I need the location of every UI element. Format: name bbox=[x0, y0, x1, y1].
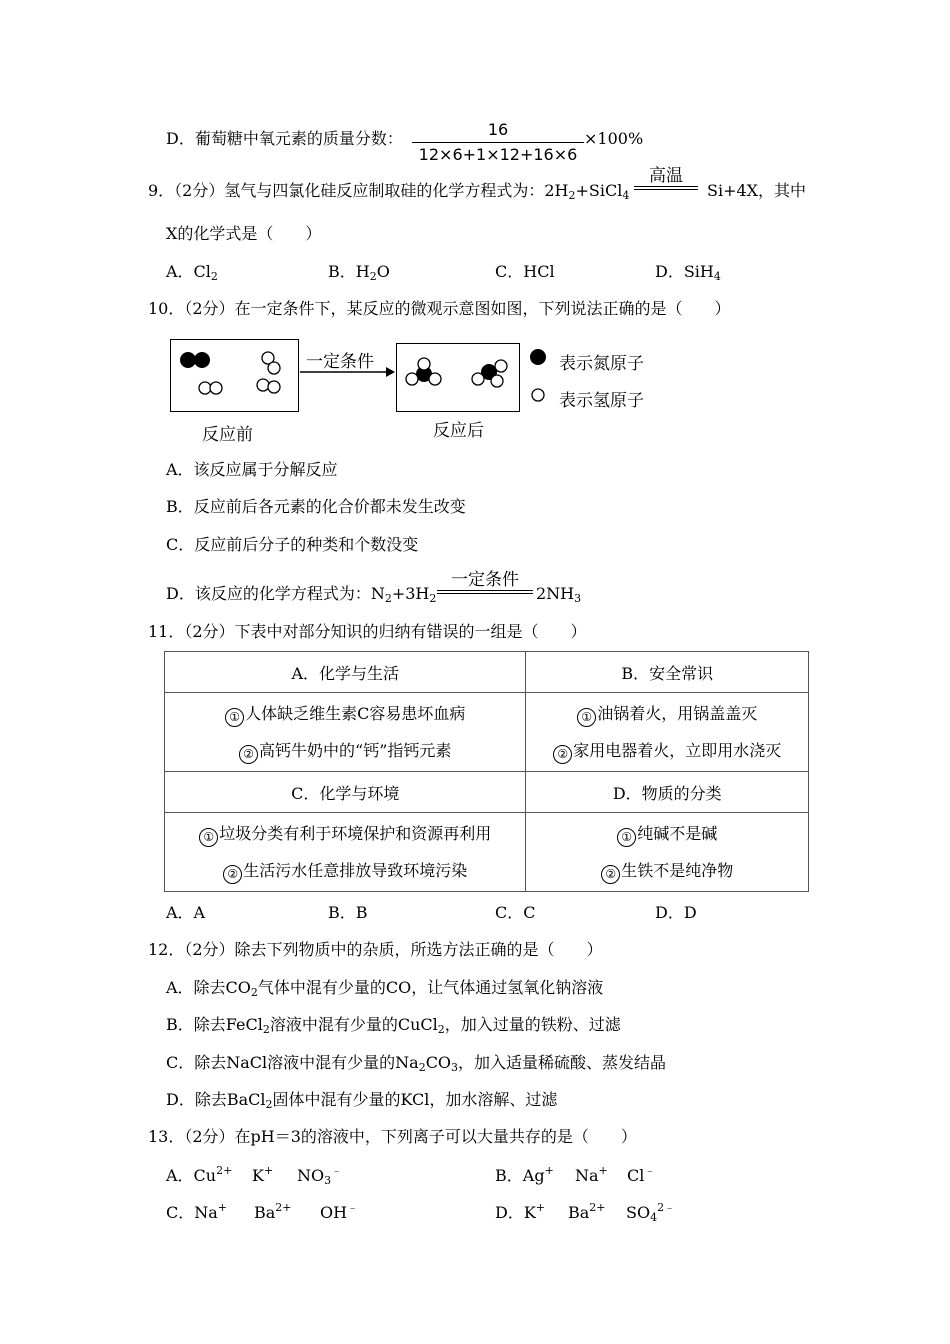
item-text: 生活污水任意排放导致环境污染 bbox=[243, 861, 468, 880]
item-text: 高钙牛奶中的“钙”指钙元素 bbox=[259, 741, 452, 760]
q13-b-ion3 bbox=[627, 1166, 655, 1186]
list-item bbox=[526, 815, 808, 852]
q12-c3: ，加入适量稀硫酸、蒸发结晶 bbox=[458, 1053, 667, 1072]
charge: + bbox=[535, 1201, 546, 1214]
list-item bbox=[165, 815, 525, 852]
q8-fraction bbox=[412, 120, 584, 165]
q13-c-ion3 bbox=[320, 1203, 358, 1223]
after-molecules bbox=[397, 344, 519, 411]
num-badge: ① bbox=[577, 708, 596, 727]
sub: 2 bbox=[369, 270, 377, 283]
item-text: 人体缺乏维生素C容易患坏血病 bbox=[245, 704, 466, 723]
q13-stem: 13．（2分）在pH＝3的溶液中，下列离子可以大量共存的是（ ） bbox=[148, 1127, 637, 1146]
q12-c2: CO bbox=[425, 1053, 452, 1072]
charge: + bbox=[598, 1164, 608, 1177]
table-cell-d bbox=[526, 813, 809, 892]
charge: + bbox=[263, 1164, 274, 1177]
ion: NO bbox=[297, 1166, 325, 1185]
sub: 2 bbox=[210, 270, 218, 283]
q9-sicl: +SiCl bbox=[575, 181, 623, 200]
q13-a-ion3 bbox=[297, 1166, 342, 1186]
q10-option-c: C．反应前后分子的种类和个数没变 bbox=[166, 535, 419, 554]
charge: ﹣ bbox=[644, 1164, 656, 1177]
table-header-b: B．安全常识 bbox=[526, 652, 809, 693]
q12-option-d bbox=[166, 1090, 557, 1110]
double-line bbox=[634, 186, 698, 190]
num-badge: ① bbox=[617, 828, 636, 847]
q10-d-tail bbox=[536, 584, 581, 604]
charge: ﹣ bbox=[331, 1164, 343, 1177]
sub: 2 bbox=[429, 592, 437, 605]
q8-d-text: D．葡萄糖中氧元素的质量分数： bbox=[166, 129, 403, 148]
ion: B．Ag bbox=[495, 1166, 545, 1185]
q9-b2: O bbox=[376, 262, 390, 281]
q9-line2: X的化学式是（ ） bbox=[166, 224, 322, 243]
table-cell-a bbox=[165, 693, 526, 772]
q10-option-b: B．反应前后各元素的化合价都未发生改变 bbox=[166, 497, 466, 516]
q10-option-d bbox=[166, 584, 436, 604]
num-badge: ① bbox=[225, 708, 244, 727]
sub: 3 bbox=[574, 592, 582, 605]
q9-stem bbox=[148, 181, 629, 201]
q11-option-c: C．C bbox=[495, 903, 536, 922]
q12-d2: 固体中混有少量的KCl，加水溶解、过滤 bbox=[272, 1090, 558, 1109]
q10-d-head: D．该反应的化学方程式为：N bbox=[166, 584, 385, 603]
num-badge: ② bbox=[239, 745, 258, 764]
q13-a-ion2 bbox=[252, 1166, 273, 1186]
legend-hydrogen: 表示氢原子 bbox=[559, 391, 644, 411]
list-item bbox=[165, 852, 525, 889]
fraction-numerator: 16 bbox=[487, 120, 509, 139]
q12-option-a bbox=[166, 978, 603, 998]
sub: 2 bbox=[568, 189, 576, 202]
item-text: 油锅着火，用锅盖盖灭 bbox=[597, 704, 758, 723]
q9-head: 9．（2分）氢气与四氯化硅反应制取硅的化学方程式为：2H bbox=[148, 181, 569, 200]
table-header-d: D．物质的分类 bbox=[526, 772, 809, 813]
q11-option-b: B．B bbox=[328, 903, 368, 922]
sub: 4 bbox=[622, 189, 630, 202]
sub: 2 bbox=[265, 1098, 273, 1111]
charge: + bbox=[544, 1164, 554, 1177]
legend-icons bbox=[528, 347, 548, 407]
item-text: 垃圾分类有利于环境保护和资源再利用 bbox=[219, 824, 492, 843]
q13-d-ion1 bbox=[495, 1203, 545, 1223]
q10-d-condition bbox=[437, 570, 533, 594]
ion: Ba bbox=[254, 1203, 276, 1222]
q11-option-d: D．D bbox=[655, 903, 697, 922]
q13-c-ion2 bbox=[254, 1203, 292, 1223]
sub: 2 bbox=[418, 1061, 426, 1074]
ion: Ba bbox=[568, 1203, 590, 1222]
item-text: 生铁不是纯净物 bbox=[621, 861, 734, 880]
q12-b2: 溶液中混有少量的CuCl bbox=[269, 1015, 438, 1034]
before-label: 反应前 bbox=[202, 425, 253, 445]
q12-a1: A．除去CO bbox=[166, 978, 251, 997]
sub: 2 bbox=[384, 592, 392, 605]
double-line bbox=[437, 590, 533, 594]
knowledge-table bbox=[164, 651, 809, 892]
sub: 3 bbox=[324, 1174, 332, 1187]
q13-b-ion1 bbox=[495, 1166, 554, 1186]
sub: 2 bbox=[262, 1023, 270, 1036]
q9-condition-label: 高温 bbox=[649, 166, 683, 186]
q9-after: Si+4X，其中 bbox=[707, 181, 807, 200]
num-badge: ② bbox=[223, 865, 242, 884]
q12-a2: 气体中混有少量的CO，让气体通过氢氧化钠溶液 bbox=[257, 978, 604, 997]
q12-d1: D．除去BaCl bbox=[166, 1090, 266, 1109]
q12-option-b bbox=[166, 1015, 621, 1035]
ion: C．Na bbox=[166, 1203, 218, 1222]
q9-option-c: C．HCl bbox=[495, 262, 555, 281]
ion: D．K bbox=[495, 1203, 536, 1222]
fraction-bar bbox=[412, 142, 584, 143]
item-text: 纯碱不是碱 bbox=[637, 824, 718, 843]
q13-b-ion2 bbox=[575, 1166, 608, 1186]
fraction-denominator: 12×6+1×12+16×6 bbox=[418, 145, 578, 164]
q9-d: D．SiH bbox=[655, 262, 714, 281]
charge: 2+ bbox=[275, 1201, 292, 1214]
q9-condition bbox=[634, 166, 698, 190]
charge: 2+ bbox=[216, 1164, 233, 1177]
ion: OH bbox=[320, 1203, 348, 1222]
table-header-a: A．化学与生活 bbox=[165, 652, 526, 693]
q9-b: B．H bbox=[328, 262, 370, 281]
arrow-label: 一定条件 bbox=[306, 352, 374, 372]
q12-stem: 12．（2分）除去下列物质中的杂质，所选方法正确的是（ ） bbox=[148, 940, 603, 959]
q8-d-tail: ×100% bbox=[584, 129, 644, 148]
num-badge: ② bbox=[601, 865, 620, 884]
q12-option-c bbox=[166, 1053, 666, 1073]
q12-c1: C．除去NaCl溶液中混有少量的Na bbox=[166, 1053, 419, 1072]
q8-option-d bbox=[166, 129, 403, 149]
list-item bbox=[526, 732, 808, 769]
ion: Cl bbox=[627, 1166, 645, 1185]
q13-a-ion1 bbox=[166, 1166, 232, 1186]
charge: 2+ bbox=[589, 1201, 606, 1214]
q10-stem: 10．（2分）在一定条件下，某反应的微观示意图如图，下列说法正确的是（ ） bbox=[148, 299, 731, 318]
sub: 3 bbox=[451, 1061, 459, 1074]
q10-option-a: A．该反应属于分解反应 bbox=[166, 460, 338, 479]
q10-d-nh: 2NH bbox=[536, 584, 575, 603]
ion: K bbox=[252, 1166, 264, 1185]
q13-d-ion2 bbox=[568, 1203, 606, 1223]
sub: 4 bbox=[713, 270, 721, 283]
q9-a: A．Cl bbox=[166, 262, 211, 281]
q9-option-d bbox=[655, 262, 721, 282]
item-text: 家用电器着火，立即用水浇灭 bbox=[573, 741, 782, 760]
list-item bbox=[165, 695, 525, 732]
q9-option-a bbox=[166, 262, 218, 282]
q10-d-mid: +3H bbox=[391, 584, 430, 603]
ion: Na bbox=[575, 1166, 599, 1185]
ion: A．Cu bbox=[166, 1166, 217, 1185]
before-molecules bbox=[171, 340, 298, 411]
after-label: 反应后 bbox=[433, 421, 484, 441]
sub: 2 bbox=[250, 986, 258, 999]
q13-c-ion1 bbox=[166, 1203, 227, 1223]
num-badge: ② bbox=[553, 745, 572, 764]
charge: + bbox=[217, 1201, 228, 1214]
list-item bbox=[165, 732, 525, 769]
sub: 4 bbox=[650, 1211, 658, 1224]
sub: 2 bbox=[437, 1023, 445, 1036]
q13-d-ion3 bbox=[626, 1203, 675, 1223]
ion: SO bbox=[626, 1203, 651, 1222]
table-cell-c bbox=[165, 813, 526, 892]
list-item bbox=[526, 852, 808, 889]
q11-option-a: A．A bbox=[166, 903, 206, 922]
list-item bbox=[526, 695, 808, 732]
q12-b3: ，加入过量的铁粉、过滤 bbox=[444, 1015, 621, 1034]
q11-stem: 11．（2分）下表中对部分知识的归纳有错误的一组是（ ） bbox=[148, 622, 587, 641]
q9-option-b bbox=[328, 262, 390, 282]
q12-b1: B．除去FeCl bbox=[166, 1015, 263, 1034]
after-box bbox=[396, 343, 520, 412]
charge: ﹣ bbox=[347, 1201, 359, 1214]
legend-nitrogen: 表示氮原子 bbox=[559, 354, 644, 374]
table-header-c: C．化学与环境 bbox=[165, 772, 526, 813]
charge: 2﹣ bbox=[657, 1201, 676, 1214]
q10-d-condition-label: 一定条件 bbox=[451, 570, 519, 590]
num-badge: ① bbox=[199, 828, 218, 847]
table-cell-b bbox=[526, 693, 809, 772]
reaction-arrow bbox=[298, 366, 396, 378]
before-box bbox=[170, 339, 299, 412]
